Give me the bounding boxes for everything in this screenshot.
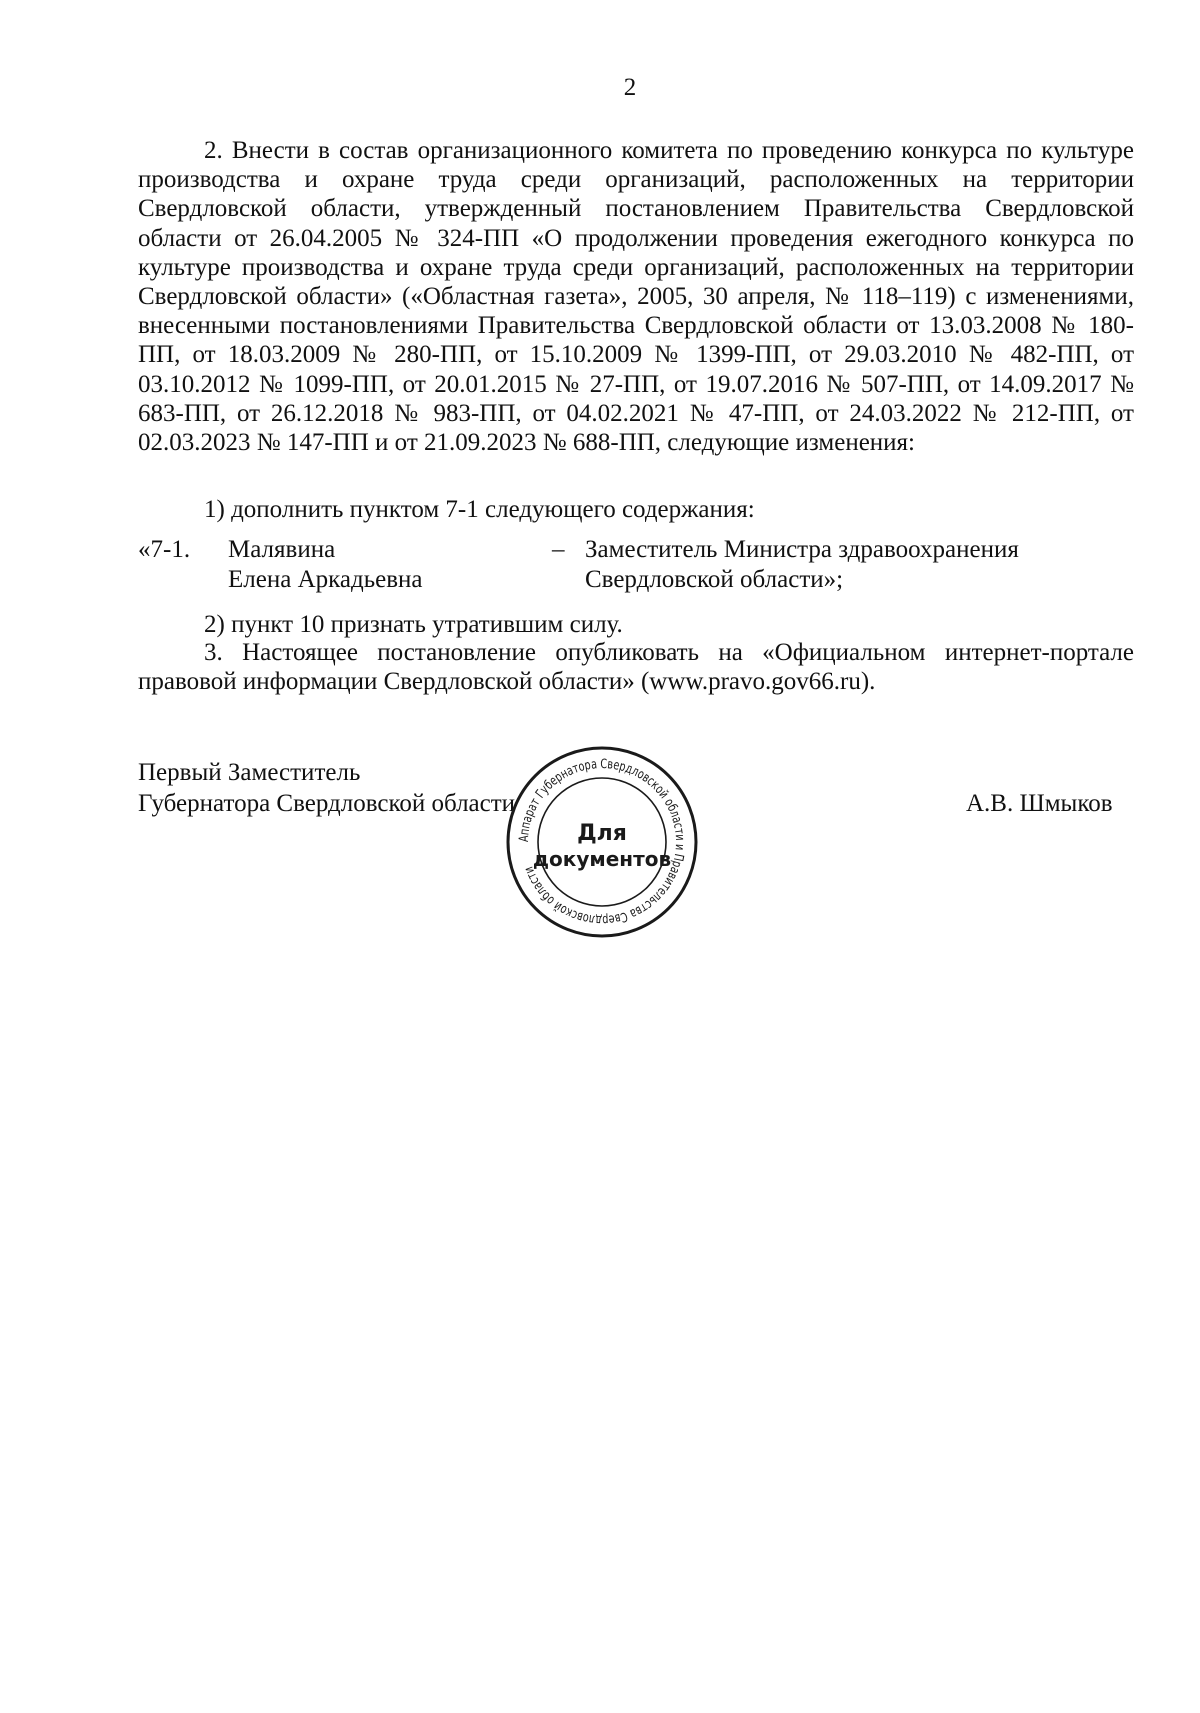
member-given-names: Елена Аркадьевна xyxy=(228,566,423,593)
subitem-2: 2) пункт 10 признать утратившим силу. xyxy=(204,611,623,638)
official-stamp xyxy=(502,742,702,942)
stamp-center-line-2: документов xyxy=(532,847,672,871)
member-position-line-1: Заместитель Министра здравоохранения xyxy=(585,536,1019,563)
entry-number: «7-1. xyxy=(138,536,191,563)
subitem-1: 1) дополнить пунктом 7-1 следующего содержания: xyxy=(204,496,755,523)
section-2-paragraph: 2. Внести в состав организационного комитета по проведению конкурса по культуре производства и охране труда среди организаций, расположенных на территории Свердловской области, утвержденный постановлением Правительства Свердловской области от 26.04.2005 № 324-ПП «О продолжении проведения ежегодного конкурса по культуре производства и охране труда среди организаций, расположенных на территории Свердловской области» («Областная газета», 2005, 30 апреля, № 118–119) с изменениями, внесенными постановлениями Правительства Свердловской области от 13.03.2008 № 180-ПП, от 18.03.2009 № 280-ПП, от 15.10.2009 № 1399-ПП, от 29.03.2010 № 482-ПП, от 03.10.2012 № 1099-ПП, от 20.01.2015 № 27-ПП, от 19.07.2016 № 507-ПП, от 14.09.2017 № 683-ПП, от 26.12.2018 № 983-ПП, от 04.02.2021 № 47-ПП, от 24.03.2022 № 212-ПП, от 02.03.2023 № 147-ПП и от 21.09.2023 № 688-ПП, следующие изменения: xyxy=(138,137,1134,457)
page-number: 2 xyxy=(623,74,637,101)
stamp-center-line-1: Для xyxy=(577,821,627,846)
entry-dash: – xyxy=(552,536,565,563)
signatory-title-line-1: Первый Заместитель xyxy=(138,759,361,786)
signatory-title xyxy=(138,757,515,819)
stamp-circular-text: Аппарат Губернатора Свердловской области и Правительства Свердловской области xyxy=(516,756,688,928)
signatory-name: А.В. Шмыков xyxy=(966,790,1113,817)
member-surname: Малявина xyxy=(228,536,336,563)
committee-member-entry xyxy=(138,535,1134,599)
signatory-title-line-2: Губернатора Свердловской области xyxy=(138,790,516,817)
section-3-paragraph: 3. Настоящее постановление опубликовать на «Официальном интернет-портале правовой информации Свердловской области» (www.pravo.gov66.ru). xyxy=(138,639,1134,696)
member-position-line-2: Свердловской области»; xyxy=(585,566,844,593)
